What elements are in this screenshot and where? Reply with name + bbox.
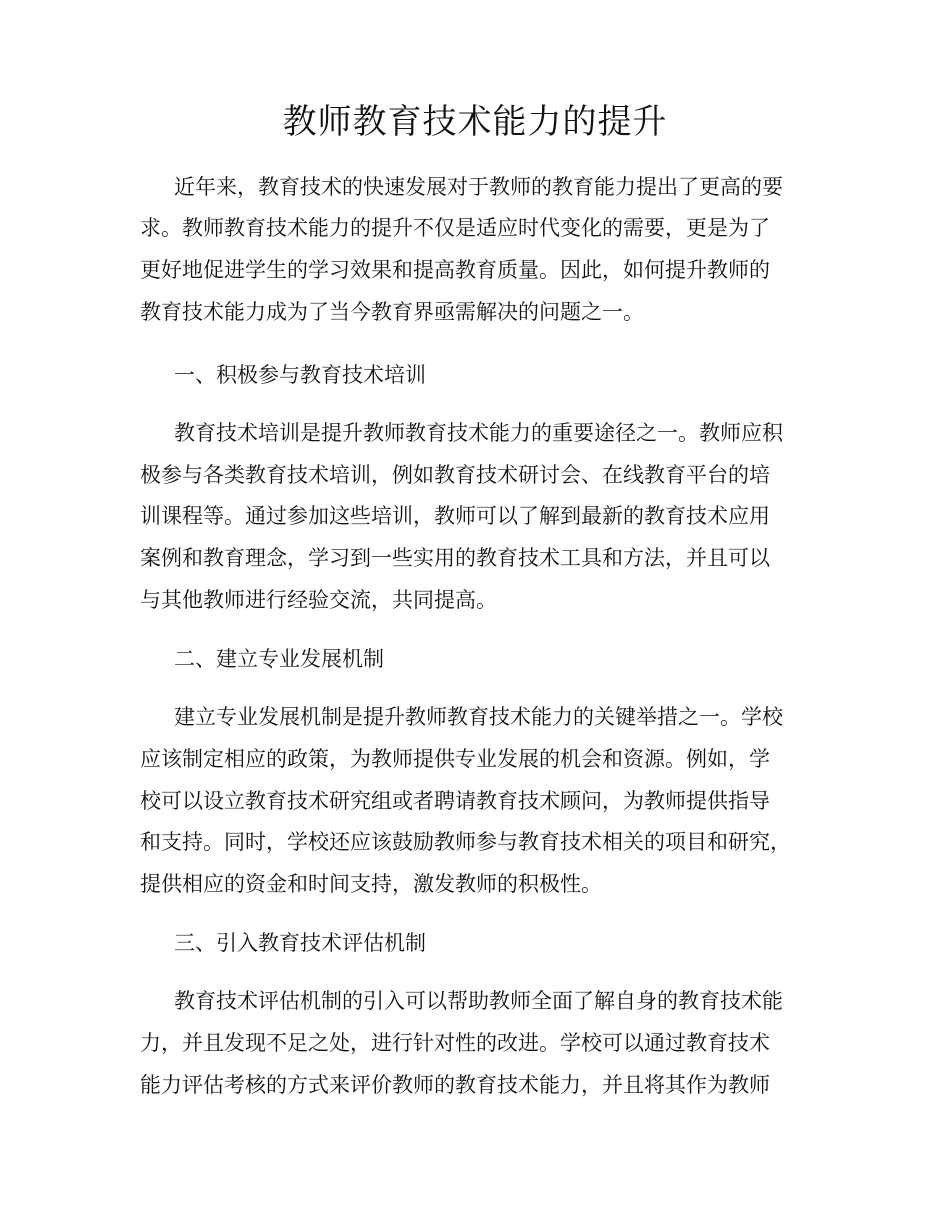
paragraph-4-line-2: 力，并且发现不足之处，进行针对性的改进。学校可以通过教育技术 [140, 1031, 770, 1055]
paragraph-3-line-4: 和支持。同时，学校还应该鼓励教师参与教育技术相关的项目和研究， [140, 830, 791, 854]
paragraph-1-line-2: 求。教师教育技术能力的提升不仅是适应时代变化的需要，更是为了 [140, 216, 770, 240]
paragraph-1-line-3: 更好地促进学生的学习效果和提高教育质量。因此，如何提升教师的 [140, 258, 770, 282]
paragraph-2-line-3: 训课程等。通过参加这些培训，教师可以了解到最新的教育技术应用 [140, 504, 770, 528]
paragraph-2-line-4: 案例和教育理念，学习到一些实用的教育技术工具和方法，并且可以 [140, 546, 770, 570]
section-heading-1: 一、积极参与教育技术培训 [174, 363, 426, 387]
paragraph-3-line-1: 建立专业发展机制是提升教师教育技术能力的关键举措之一。学校 [174, 705, 783, 729]
paragraph-4-line-3: 能力评估考核的方式来评价教师的教育技术能力，并且将其作为教师 [140, 1073, 770, 1097]
paragraph-2-line-5: 与其他教师进行经验交流，共同提高。 [140, 588, 497, 612]
document-title: 教师教育技术能力的提升 [282, 102, 668, 142]
paragraph-1-line-1: 近年来，教育技术的快速发展对于教师的教育能力提出了更高的要 [174, 175, 783, 199]
paragraph-3-line-3: 校可以设立教育技术研究组或者聘请教育技术顾问，为教师提供指导 [140, 789, 770, 813]
paragraph-4-line-1: 教育技术评估机制的引入可以帮助教师全面了解自身的教育技术能 [174, 989, 783, 1013]
section-heading-3: 三、引入教育技术评估机制 [174, 931, 426, 955]
paragraph-2-line-1: 教育技术培训是提升教师教育技术能力的重要途径之一。教师应积 [174, 421, 783, 445]
section-heading-2: 二、建立专业发展机制 [174, 647, 384, 671]
paragraph-3-line-5: 提供相应的资金和时间支持，激发教师的积极性。 [140, 872, 602, 896]
paragraph-3-line-2: 应该制定相应的政策，为教师提供专业发展的机会和资源。例如，学 [140, 747, 770, 771]
paragraph-1-line-4: 教育技术能力成为了当今教育界亟需解决的问题之一。 [140, 300, 644, 324]
paragraph-2-line-2: 极参与各类教育技术培训，例如教育技术研讨会、在线教育平台的培 [140, 463, 770, 487]
